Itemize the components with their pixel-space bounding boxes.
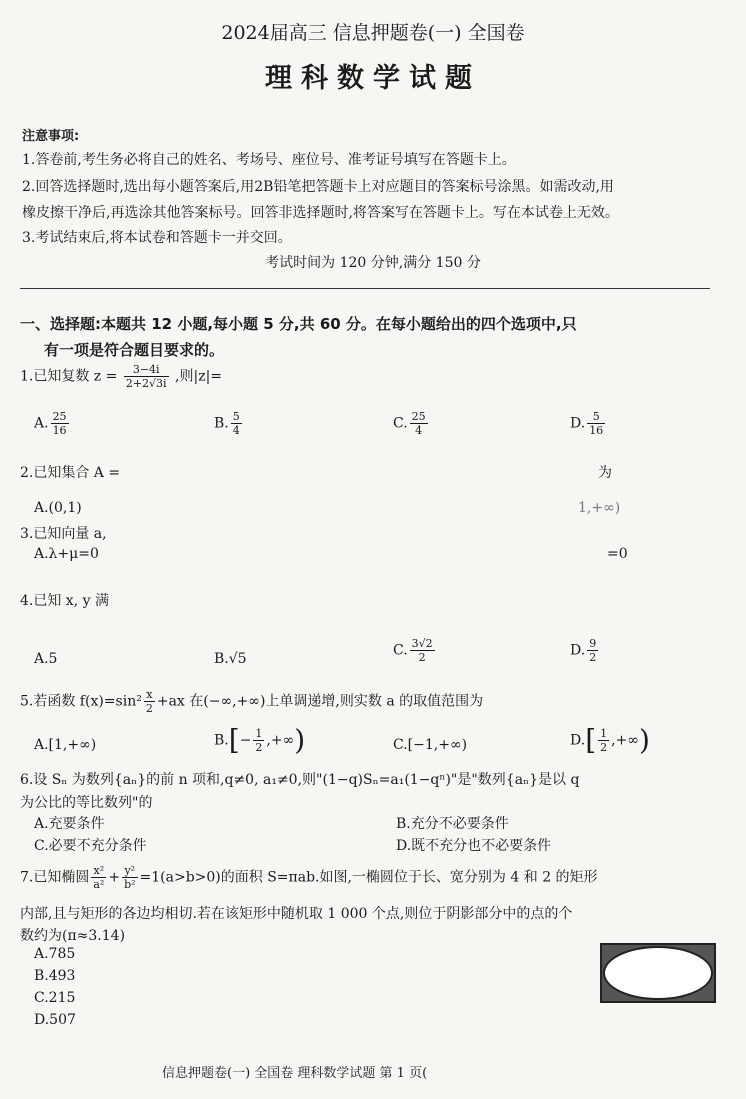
question-2-stem: 2.已知集合 A =: [20, 465, 121, 481]
question-7-line3: 数约为(π≈3.14): [20, 928, 126, 944]
question-7-line1: 7.已知椭圆 $\frac{\text{x²}}{\text{a²}}$ + $\frac{\text{y²}}{\text{b²}}$ =1(a>b>0)的面积 S=πab.如图,一椭圆位于长、宽分别为 4 和 2 的矩形: [20, 864, 598, 891]
notice-heading: 注意事项:: [22, 129, 80, 144]
q6-option-b: B.充分不必要条件: [396, 816, 509, 832]
section1-heading-cont: 有一项是符合题目要求的。: [44, 341, 225, 359]
notice-item-1: 1.答卷前,考生务必将自己的姓名、考场号、座位号、准考证号填写在答题卡上。: [22, 152, 516, 168]
q6-option-a: A.充要条件: [34, 816, 105, 832]
q6-option-d: D.既不充分也不必要条件: [396, 838, 552, 854]
q3-option-d: =0: [607, 546, 628, 562]
page-footer: 信息押题卷(一) 全国卷 理科数学试题 第 1 页(: [162, 1066, 428, 1081]
notice-item-2-cont: 橡皮擦干净后,再选涂其他答案标号。回答非选择题时,将答案写在答题卡上。写在本试卷上无效。: [22, 205, 619, 221]
figure-ellipse: [603, 946, 713, 1000]
notice-item-2: 2.回答选择题时,选出每小题答案后,用2B铅笔把答题卡上对应题目的答案标号涂黑。如需改动,用: [22, 179, 614, 195]
question-2-stem-end: 为: [598, 465, 612, 481]
question-1: [20, 363, 222, 390]
q1-option-c: C. $\frac{25}{4}$: [393, 410, 426, 437]
q7-option-c: C.215: [34, 990, 76, 1006]
question-6-line1: 6.设 Sₙ 为数列{aₙ}的前 n 项和,q≠0, a₁≠0,则"(1−q)Sₙ=a₁(1−qⁿ)"是"数列{aₙ}是以 q: [20, 772, 580, 788]
q4-option-c: C. $\frac{3√2}{2}$: [393, 637, 433, 664]
q7-option-d: D.507: [34, 1012, 76, 1028]
q7-option-b: B.493: [34, 968, 76, 984]
q5-option-b: B.[− $\frac{1}{2}$ ,+∞): [214, 723, 306, 757]
exam-time: 考试时间为 120 分钟,满分 150 分: [265, 255, 481, 271]
q1-option-b: B. $\frac{5}{4}$: [214, 410, 240, 437]
q1-prefix: 1.已知复数 z =: [20, 368, 118, 385]
section-divider: [20, 288, 710, 289]
q7-option-a: A.785: [34, 946, 76, 962]
question-5: 5.若函数 f(x)=sin² $\frac{x}{2}$ +ax 在(−∞,+∞)上单调递增,则实数 a 的取值范围为: [20, 688, 484, 715]
q3-option-a: A.λ+μ=0: [34, 546, 99, 562]
question-7-line2: 内部,且与矩形的各边均相切.若在该矩形中随机取 1 000 个点,则位于阴影部分中的点的个: [20, 906, 573, 922]
q2-option-a: A.(0,1): [34, 500, 82, 516]
q1-den: 2+2√3i: [125, 377, 167, 390]
q4-option-a: A.5: [34, 651, 58, 667]
exam-title: 理科数学试题: [265, 63, 481, 94]
section1-heading: 一、选择题:本题共 12 小题,每小题 5 分,共 60 分。在每小题给出的四个选项中,只: [20, 315, 577, 333]
question-6-line2: 为公比的等比数列"的: [20, 795, 153, 811]
q6-option-c: C.必要不充分条件: [34, 838, 147, 854]
notice-item-3: 3.考试结束后,将本试卷和答题卡一并交回。: [22, 230, 292, 246]
question-3-stem: 3.已知向量 a,: [20, 526, 107, 542]
q5-option-a: A.[1,+∞): [34, 737, 97, 753]
q1-num: 3−4i: [124, 363, 169, 377]
q5-option-c: C.[−1,+∞): [393, 737, 468, 753]
q4-option-d: D. $\frac{9}{2}$: [570, 637, 597, 664]
q1-option-a: A. $\frac{25}{16}$: [34, 410, 67, 437]
q4-option-b: B.√5: [214, 651, 247, 667]
q5-option-d: D.[ $\frac{1}{2}$ ,+∞): [570, 723, 650, 757]
question-4-stem: 4.已知 x, y 满: [20, 593, 109, 609]
q1-suffix: ,则|z|=: [175, 368, 223, 385]
q1-option-d: D. $\frac{5}{16}$: [570, 410, 604, 437]
q1-fraction: [124, 363, 169, 390]
q2-option-d: 1,+∞): [578, 500, 621, 516]
exam-subtitle: 2024届高三 信息押题卷(一) 全国卷: [221, 22, 525, 44]
